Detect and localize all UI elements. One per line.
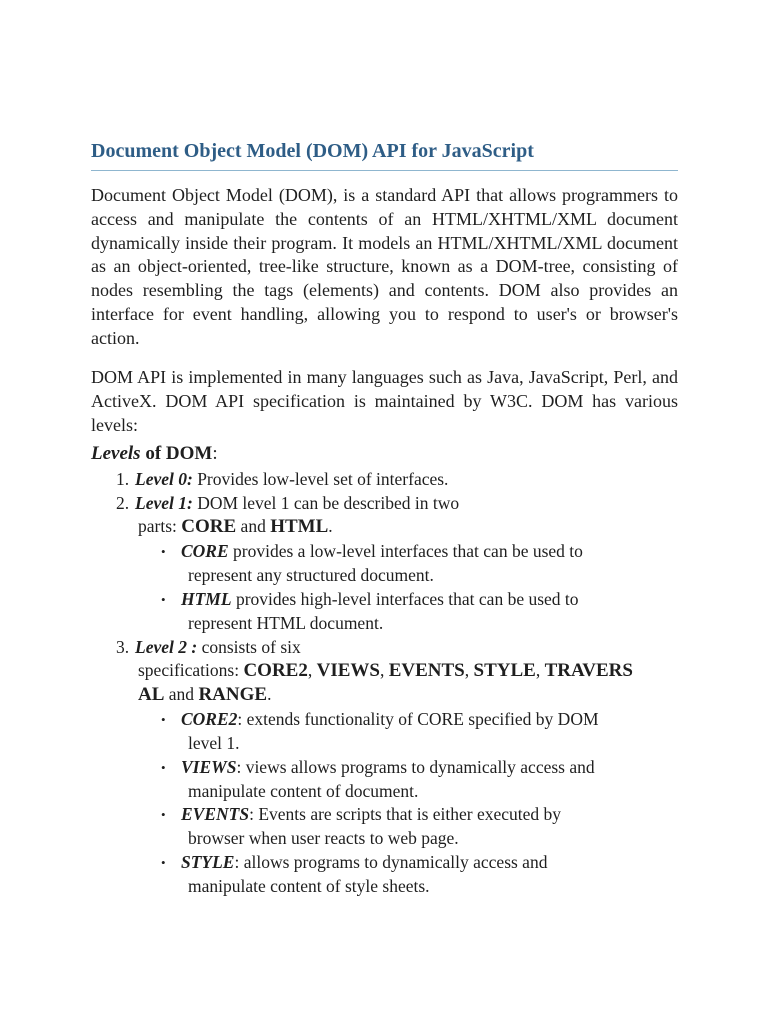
style-term: STYLE	[473, 660, 536, 681]
bullet-term: STYLE	[181, 852, 235, 872]
and-text: and	[236, 516, 271, 536]
bullet-text: provides high-level interfaces that can be used to	[231, 589, 579, 609]
bullet-text: manipulate content of document.	[188, 781, 419, 801]
intro-paragraph: Document Object Model (DOM), is a standard API that allows programmers to access and manipulate the contents of an HTML/XHTML/XML document dynamically inside their program. It models an HTML/XHTML/XML document as an object-oriented, tree-like structure, known as a DOM-tree, consisting of nodes resembling the tags (elements) and contents. DOM also provides an interface for event handling, allowing you to respond to user's or browser's action.	[91, 185, 678, 348]
bullet-icon: •	[161, 760, 166, 775]
core-term: CORE	[181, 516, 237, 537]
list-number: 1.	[116, 469, 130, 489]
bullet-text: : views allows programs to dynamically access and	[236, 757, 595, 777]
list-number: 3.	[116, 637, 130, 657]
comma: ,	[464, 660, 474, 680]
bullet-icon: •	[161, 592, 166, 607]
level-name: Level 1:	[135, 493, 193, 513]
comma: ,	[379, 660, 389, 680]
level-text: DOM level 1 can be described in two	[192, 493, 460, 513]
level-text: consists of six	[197, 637, 301, 657]
levels-heading	[91, 442, 218, 466]
bullet-text: manipulate content of style sheets.	[188, 876, 430, 896]
spec-text: specifications:	[138, 660, 244, 680]
range-term: RANGE	[198, 684, 268, 705]
bullet-text: provides a low-level interfaces that can be used to	[228, 541, 583, 561]
level-name: Level 2 :	[135, 637, 198, 657]
levels-heading-bold: of DOM	[140, 443, 213, 464]
bullet-text: : Events are scripts that is either executed by	[249, 804, 562, 824]
comma: ,	[535, 660, 545, 680]
bullet-term: CORE2	[181, 709, 238, 729]
comma: ,	[307, 660, 317, 680]
level-name: Level 0:	[135, 469, 193, 489]
core2-term: CORE2	[243, 660, 308, 681]
and-text: and	[164, 684, 199, 704]
levels-heading-italic: Levels	[91, 443, 141, 464]
al-term: AL	[138, 684, 165, 705]
bullet-text: represent HTML document.	[188, 613, 384, 633]
page-title: Document Object Model (DOM) API for JavaScript	[91, 138, 678, 171]
html-term: HTML	[270, 516, 329, 537]
list-number: 2.	[116, 493, 130, 513]
bullet-icon: •	[161, 807, 166, 822]
bullet-icon: •	[161, 855, 166, 870]
level-text: Provides low-level set of interfaces.	[192, 469, 449, 489]
events-term: EVENTS	[388, 660, 465, 681]
period: .	[328, 516, 333, 536]
bullet-term: EVENTS	[181, 804, 250, 824]
bullet-icon: •	[161, 712, 166, 727]
bullet-text: represent any structured document.	[188, 565, 434, 585]
level-text: parts:	[138, 516, 182, 536]
bullet-text: : allows programs to dynamically access and	[234, 852, 548, 872]
bullet-term: CORE	[181, 541, 229, 561]
period: .	[267, 684, 272, 704]
levels-heading-colon: :	[212, 443, 218, 464]
bullet-text: : extends functionality of CORE specified by DOM	[237, 709, 599, 729]
bullet-text: level 1.	[188, 733, 240, 753]
bullet-term: VIEWS	[181, 757, 237, 777]
bullet-icon: •	[161, 544, 166, 559]
implementation-paragraph: DOM API is implemented in many languages such as Java, JavaScript, Perl, and ActiveX. DOM API specification is maintained by W3C. DOM has various levels:	[91, 367, 678, 435]
travers-term: TRAVERS	[544, 660, 633, 681]
views-term: VIEWS	[316, 660, 380, 681]
bullet-text: browser when user reacts to web page.	[188, 828, 459, 848]
bullet-term: HTML	[181, 589, 232, 609]
